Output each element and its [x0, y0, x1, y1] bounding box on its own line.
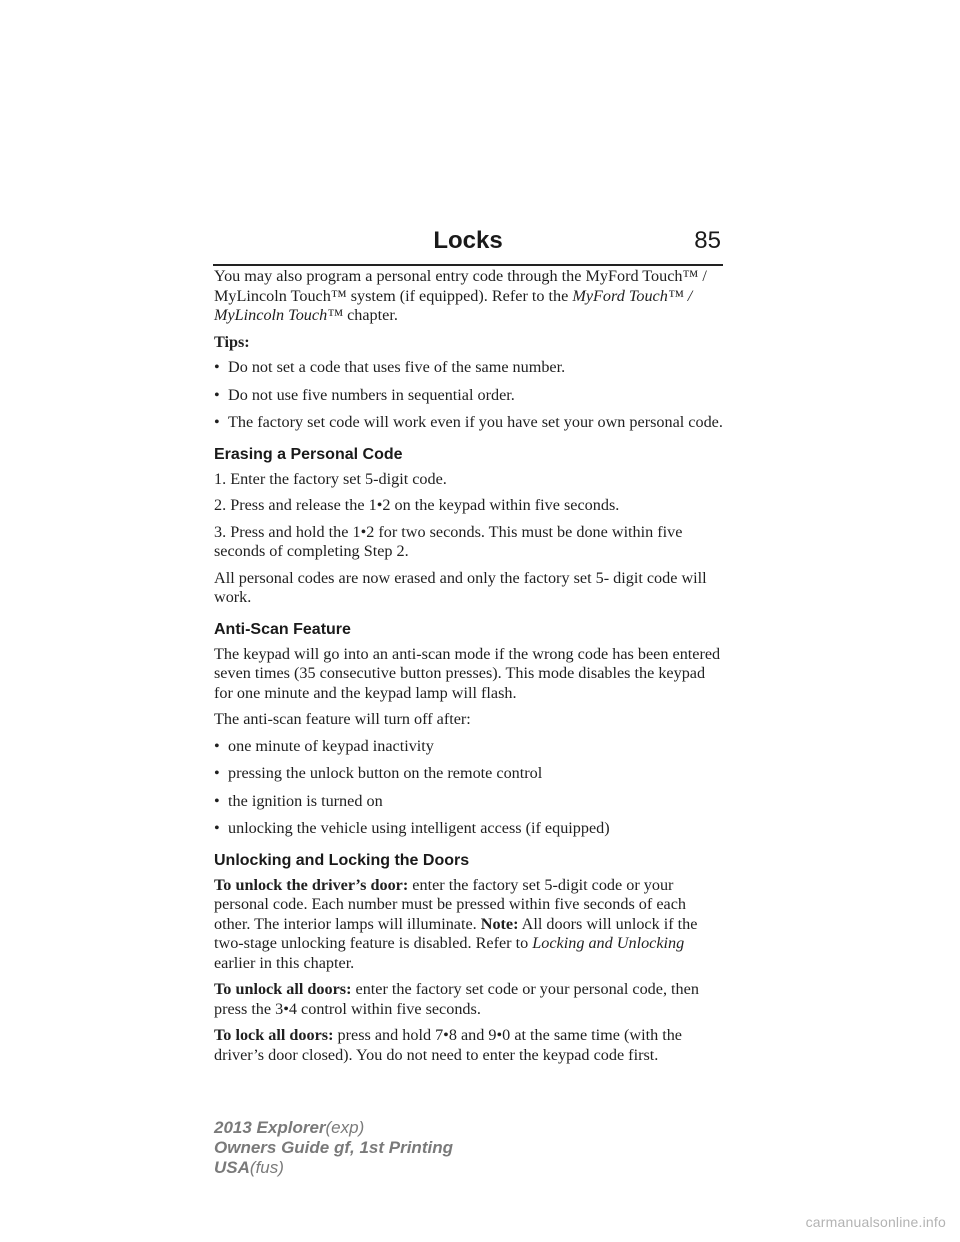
- list-item: • the ignition is turned on: [214, 791, 383, 810]
- chapter-title: Locks: [433, 227, 503, 254]
- bullet-icon: •: [214, 413, 220, 431]
- erasing-step: 3. Press and hold the 1•2 for two seconds. This must be done within five seconds of completing Step 2.: [214, 522, 683, 560]
- page-header: [213, 226, 723, 268]
- intro-paragraph: You may also program a personal entry code through the MyFord Touch™ / MyLincoln Touch™ system (if equipped). Refer to the MyFord Touch™ / MyLincoln Touch™ chapter.: [214, 267, 707, 324]
- footer-line: 2013 Explorer(exp): [214, 1118, 365, 1137]
- list-item: • Do not use five numbers in sequential order.: [214, 385, 515, 404]
- page-body: [214, 267, 724, 1072]
- tips-list: [214, 358, 724, 433]
- list-item: • one minute of keypad inactivity: [214, 736, 434, 755]
- anti-scan-intro: The anti-scan feature will turn off after:: [214, 710, 471, 728]
- list-item: • unlocking the vehicle using intelligent access (if equipped): [214, 819, 610, 837]
- driver-door-paragraph: To unlock the driver’s door: enter the factory set 5-digit code or your personal code. Each number must be pressed within five seconds of each other. The interior lamps will illuminate. Note: All doors will unlock if the two-stage unlocking feature is disabled. Refer to Locking and Unlocking earlier in this chapter.: [214, 875, 698, 972]
- erasing-step: 2. Press and release the 1•2 on the keypad within five seconds.: [214, 496, 620, 514]
- erasing-step: 1. Enter the factory set 5-digit code.: [214, 469, 447, 488]
- print-footer: [214, 1118, 453, 1178]
- intro-reference: MyFord Touch™ / MyLincoln Touch™: [214, 286, 693, 324]
- section-heading-unlocking: Unlocking and Locking the Doors: [214, 851, 470, 869]
- list-item: • The factory set code will work even if you have set your own personal code.: [214, 413, 723, 431]
- locking-reference: Locking and Unlocking: [532, 934, 685, 952]
- anti-scan-list: [214, 737, 724, 839]
- lock-all-paragraph: To lock all doors: press and hold 7•8 and 9•0 at the same time (with the driver’s door closed). You do not need to enter the keypad code first.: [214, 1026, 682, 1064]
- page-number: 85: [694, 227, 721, 254]
- site-watermark: carmanualsonline.info: [805, 1214, 946, 1230]
- tips-label: Tips:: [214, 332, 250, 351]
- all-doors-paragraph: To unlock all doors: enter the factory set code or your personal code, then press the 3•4 control within five seconds.: [214, 980, 699, 1018]
- list-item: • Do not set a code that uses five of the same number.: [214, 358, 566, 376]
- bullet-icon: •: [214, 385, 220, 404]
- erasing-note: All personal codes are now erased and only the factory set 5- digit code will work.: [214, 568, 707, 606]
- list-item: • pressing the unlock button on the remote control: [214, 764, 543, 782]
- section-heading-anti-scan: Anti-Scan Feature: [214, 620, 351, 638]
- header-divider: [213, 264, 723, 266]
- section-heading-erasing: Erasing a Personal Code: [214, 445, 403, 463]
- bullet-icon: •: [214, 764, 220, 782]
- footer-line: Owners Guide gf, 1st Printing: [214, 1138, 453, 1157]
- bullet-icon: •: [214, 791, 220, 810]
- bullet-icon: •: [214, 819, 220, 837]
- bullet-icon: •: [214, 358, 220, 376]
- anti-scan-paragraph: The keypad will go into an anti-scan mode if the wrong code has been entered seven times (35 consecutive button presses). This mode disables the keypad for one minute and the keypad lamp will flash.: [214, 644, 721, 702]
- footer-line: USA(fus): [214, 1158, 284, 1177]
- bullet-icon: •: [214, 736, 220, 755]
